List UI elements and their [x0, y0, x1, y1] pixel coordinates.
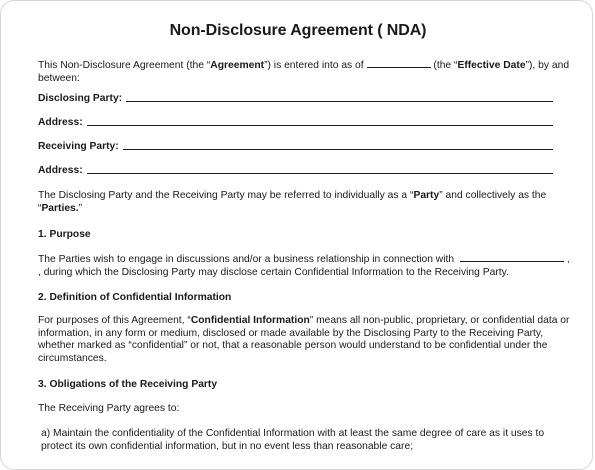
section-1-line-1	[38, 252, 570, 267]
section-2-line-1	[38, 315, 570, 328]
section-2-heading: 2. Definition of Confidential Information	[38, 292, 232, 303]
intro-line-2: between:	[38, 72, 80, 84]
address-line-2[interactable]	[87, 172, 553, 174]
disclosing-party-label: Disclosing Party:	[38, 93, 123, 104]
agreement-term: Agreement	[210, 60, 265, 71]
section-3-item-a	[41, 428, 561, 453]
receiving-party-field[interactable]	[38, 141, 553, 152]
parties-paragraph	[38, 190, 558, 215]
intro-line-1	[38, 58, 570, 73]
section-2-line-4: circumstances.	[38, 352, 107, 364]
party-term: Party	[413, 190, 440, 201]
intro-text-1: This Non-Disclosure Agreement (the “	[38, 60, 211, 71]
section-1-heading: 1. Purpose	[38, 229, 91, 240]
parties-line-1	[38, 190, 558, 203]
section-1-paragraph	[38, 252, 570, 279]
address-field-1[interactable]	[38, 117, 553, 128]
section-1-text-1: The Parties wish to engage in discussions and/or a business relationship in connection with	[38, 254, 455, 265]
receiving-party-label: Receiving Party:	[38, 141, 119, 152]
section-2-text-2: ” means all non-public, proprietary, or confidential data or	[309, 315, 570, 326]
section-3-heading: 3. Obligations of the Receiving Party	[38, 379, 218, 390]
section-2-line-3: whether marked as “confidential” or not, that a reasonable person would understand to be confidential under the	[38, 340, 548, 352]
parties-term: Parties.	[41, 202, 79, 214]
address-field-2[interactable]	[38, 165, 553, 176]
item-a-line-2: protect its own confidential information, but in no event less than reasonable care;	[41, 440, 414, 452]
item-a-line-1: a) Maintain the confidentiality of the Confidential Information with at least the same degree of care as it uses to	[41, 428, 545, 439]
intro-text-4: ”), by and	[525, 60, 570, 71]
section-2-paragraph	[38, 315, 570, 365]
section-2-text-1: For purposes of this Agreement, “	[38, 315, 191, 326]
disclosing-party-field[interactable]	[38, 93, 553, 104]
parties-text-2: ” and collectively as the	[439, 190, 547, 201]
parties-line-2	[38, 203, 558, 216]
section-1-line-2: , during which the Disclosing Party may disclose certain Confidential Information to the Receiving Party.	[38, 266, 509, 278]
section-2-line-2: information, in any form or medium, disclosed or made available by the Disclosing Party to the Receiving Party,	[38, 327, 544, 339]
date-blank-line[interactable]	[367, 58, 431, 68]
intro-text-2: ”) is entered into as of	[264, 60, 364, 71]
parties-text-3: “	[38, 202, 42, 214]
section-1-comma: ,	[566, 254, 570, 265]
intro-paragraph	[38, 58, 570, 85]
address-line-1[interactable]	[87, 124, 553, 126]
parties-text-1: The Disclosing Party and the Receiving Party may be referred to individually as a “	[38, 190, 414, 201]
parties-text-4: ”	[78, 202, 83, 214]
purpose-blank-line[interactable]	[460, 252, 564, 262]
confidential-information-term: Confidential Information	[190, 315, 310, 326]
address-label-2: Address:	[38, 165, 83, 176]
disclosing-party-line[interactable]	[126, 100, 553, 102]
receiving-party-line[interactable]	[123, 148, 553, 150]
effective-date-term: Effective Date	[457, 60, 526, 71]
address-label-1: Address:	[38, 117, 83, 128]
intro-text-3: (the “	[433, 60, 458, 71]
section-3-agrees: The Receiving Party agrees to:	[38, 403, 180, 414]
page-title: Non-Disclosure Agreement ( NDA)	[169, 22, 427, 39]
